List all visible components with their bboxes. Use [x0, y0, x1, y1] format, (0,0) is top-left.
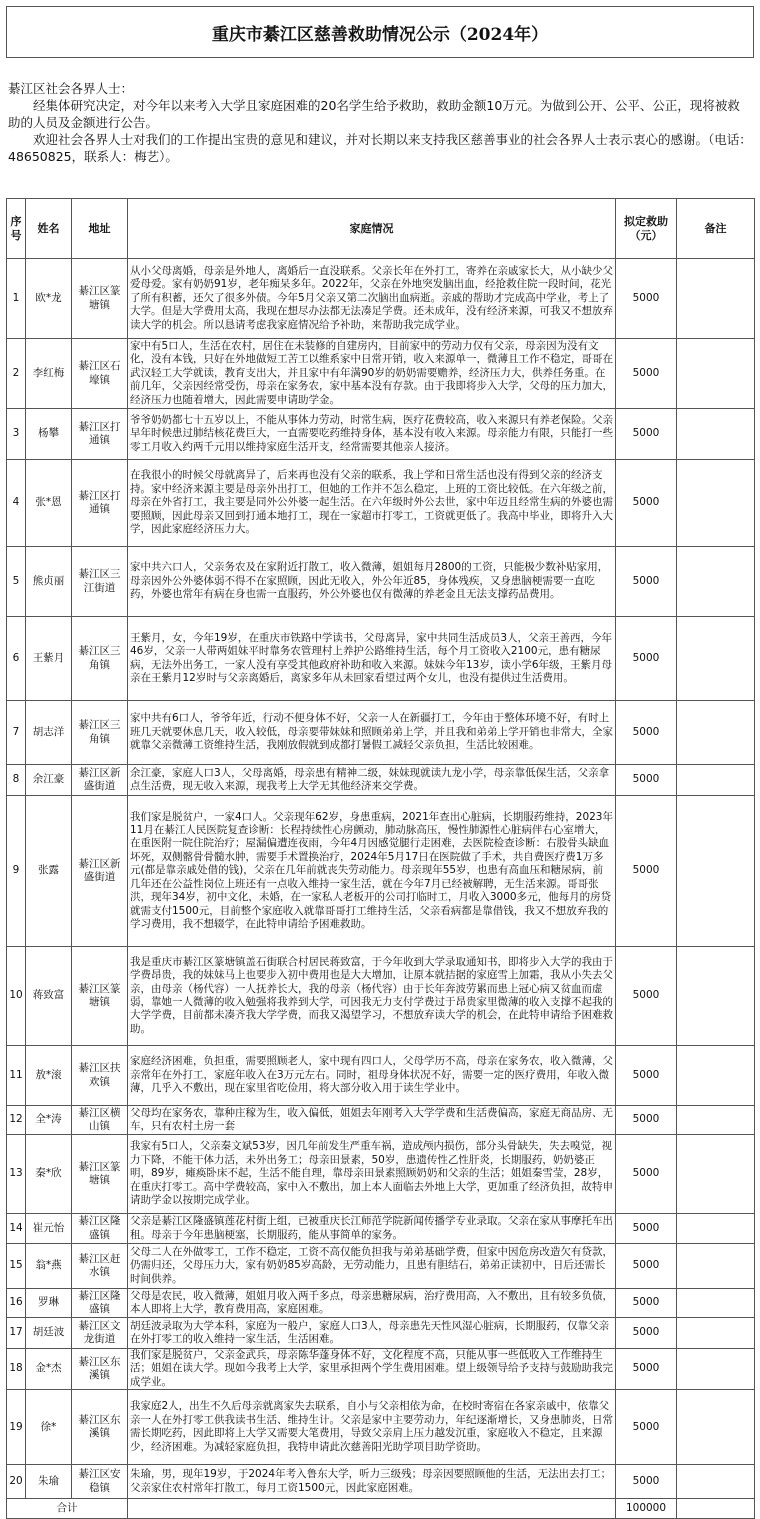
row-family-situation: 家中有5口人，生活在农村，居住在未装修的自建房内，目前家中的劳动力仅有父亲，母亲因为没有文化，没有本钱，只好在外地做短工苦工以维系家中日常开销，收入来源单一，微薄且工作不稳定，哥哥在武汉轻工大学就读，教育支出大，并且家中有年满90岁的奶奶需要赡养，经济压力大，供养任务重。在前几年，父亲因经常受伤，母亲在家务农，家中基本没有存款。由于我即将步入大学，父母的压力加大，经济压力也随着增大，因此需要申请助学金。: [128, 339, 616, 409]
row-note: [677, 1349, 755, 1390]
row-address: 綦江区新盛街道: [72, 796, 128, 947]
header-note: 备注: [677, 199, 755, 259]
row-amount: 5000: [616, 1135, 677, 1214]
row-address: 綦江区打通镇: [72, 460, 128, 547]
row-address: 綦江区隆盛镇: [72, 1289, 128, 1318]
row-amount: 5000: [616, 1349, 677, 1390]
table-row: [7, 617, 755, 701]
header-address: 地址: [72, 199, 128, 259]
row-name: 王紫月: [26, 617, 72, 701]
row-name: 李红梅: [26, 339, 72, 409]
row-family-situation: 在我很小的时候父母就离异了，后来再也没有父亲的联系，我上学和日常生活也没有得到父亲的经济支持。家中经济来源主要是母亲外出打工，但她的工作并不怎么稳定，上班的工资比较低。在六年级之前，母亲在外省打工，我主要是同外公外婆一起生活。在六年级时外公去世，家中年迈且经常生病的外婆也需要照顾，因此母亲又回到打通本地打工，现在一家超市打零工，工资就更低了。我高中毕业，即将升入大学，因此家庭经济压力大。: [128, 460, 616, 547]
row-note: [677, 1244, 755, 1289]
table-row: [7, 547, 755, 617]
table-header-row: [7, 199, 755, 259]
row-address: 綦江区东溪镇: [72, 1349, 128, 1390]
row-amount: 5000: [616, 259, 677, 339]
table-row: [7, 1106, 755, 1135]
table-row: [7, 1390, 755, 1465]
row-amount: 5000: [616, 1318, 677, 1349]
row-name: 余江豪: [26, 765, 72, 796]
row-address: 綦江区扶欢镇: [72, 1046, 128, 1106]
header-amount: 拟定救助（元）: [616, 199, 677, 259]
row-number: 1: [7, 259, 26, 339]
relief-table: [6, 198, 755, 1519]
row-amount: 5000: [616, 1289, 677, 1318]
row-name: 张露: [26, 796, 72, 947]
row-name: 熊贞丽: [26, 547, 72, 617]
row-amount: 5000: [616, 1465, 677, 1499]
row-family-situation: 我们家是脱贫户，一家4口人。父亲现年62岁，身患重病，2021年查出心脏病，长期服药维持，2023年11月在綦江人民医院复查诊断：长程持续性心房颤动，肺动脉高压，慢性肺源性心脏病伴右心室增大，在重医附一院住院治疗；屋漏偏遭连夜雨，今年4月因感觉腿行走困难，去医院检查诊断：右股骨头缺血坏死，双侧髂骨骨髓水肿，需要手术置换治疗，2024年5月17日在医院做了手术，共自费医疗费1万多元(都是靠亲戚处借的钱)，父亲在几年前就丧失劳动能力。母亲现年55岁，也患有高血压和糖尿病，前几年还在公益性岗位上班还有一点收入维持一家生活，就在今年7月已经被解聘，无生活来源。哥哥张洪，现年34岁，初中文化，未婚，在一家私人老板开的公司打临时工，月收入3000多元，他每月的房贷就需支付1500元，目前整个家庭收入就靠哥哥打工维持生活，父亲看病都是靠借钱，我又不想放弃我的学习费用，我不想辍学，在此特申请给予困难救助。: [128, 796, 616, 947]
row-family-situation: 父母二人在外做零工，工作不稳定，工资不高仅能负担我与弟弟基础学费，但家中因危房改造欠有贷款，仍需归还，父母压力大，家有奶奶85岁高龄，无劳动能力，且患有胆结石，弟弟正读初中，日后还需长时间供养。: [128, 1244, 616, 1289]
table-row: [7, 339, 755, 409]
row-address: 綦江区打通镇: [72, 409, 128, 460]
total-label: 合计: [7, 1499, 128, 1519]
intro-paragraph-1: 经集体研究决定，对今年以来考入大学且家庭困难的20名学生给予救助，救助金额10万元。为做到公开、公平、公正，现将被救助的人员及金额进行公告。: [8, 98, 740, 130]
total-amount: 100000: [616, 1499, 677, 1519]
row-family-situation: 余江豪，家庭人口3人，父母离婚，母亲患有精神二级，妹妹现就读九龙小学，母亲靠低保生活，父亲拿点生活费，现无收入来源，现我考上大学无其他经济来交学费。: [128, 765, 616, 796]
row-family-situation: 胡廷波录取为大学本科，家庭为一般户，家庭人口3人，母亲患先天性风湿心脏病，长期服药，仅靠父亲在外打零工的收入维持一家生活，生活困难。: [128, 1318, 616, 1349]
row-note: [677, 1135, 755, 1214]
total-note: [677, 1499, 755, 1519]
row-name: 罗琳: [26, 1289, 72, 1318]
row-amount: 5000: [616, 1214, 677, 1244]
row-note: [677, 1289, 755, 1318]
row-address: 綦江区新盛街道: [72, 765, 128, 796]
page-title: 重庆市綦江区慈善救助情况公示（2024年）: [6, 6, 754, 58]
row-address: 綦江区文龙街道: [72, 1318, 128, 1349]
row-amount: 5000: [616, 1106, 677, 1135]
table-row: [7, 796, 755, 947]
row-note: [677, 1046, 755, 1106]
row-number: 6: [7, 617, 26, 701]
row-note: [677, 460, 755, 547]
table-row: [7, 1046, 755, 1106]
row-number: 12: [7, 1106, 26, 1135]
table-row: [7, 1244, 755, 1289]
row-family-situation: 父亲是綦江区隆盛镇莲花村街上组，已被重庆长江师范学院新闻传播学专业录取。父亲在家从事摩托车出租。母亲于今年患脑梗塞，长期服药，能从事简单的家务。: [128, 1214, 616, 1244]
row-amount: 5000: [616, 339, 677, 409]
row-number: 16: [7, 1289, 26, 1318]
row-family-situation: 朱瑜，男，现年19岁，于2024年考入鲁东大学，听力三级残；母亲因要照顾他的生活，无法出去打工；父亲家住农村常年打散工，每月工资1500元，因此家庭困难。: [128, 1465, 616, 1499]
row-name: 金*杰: [26, 1349, 72, 1390]
row-note: [677, 1465, 755, 1499]
intro-paragraph-2: 欢迎社会各界人士对我们的工作提出宝贵的意见和建议，并对长期以来支持我区慈善事业的社会各界人士表示衷心的感谢。（电话：48650825，联系人：梅艺）。: [8, 132, 752, 164]
row-address: 綦江区三角镇: [72, 701, 128, 765]
row-family-situation: 家中共六口人，父亲务农及在家附近打散工，收入微薄，姐姐每月2800的工资，只能极少数补贴家用，母亲因外公外婆体弱不得不在家照顾，因此无收入，外公年近85，身体残疾，又身患脑梗需要一直吃药，外婆也常年有病在身也需一直服药，外公外婆也仅有微薄的养老金且无法支撑药品费用。: [128, 547, 616, 617]
row-note: [677, 947, 755, 1046]
total-empty: [128, 1499, 616, 1519]
row-name: 欧*龙: [26, 259, 72, 339]
row-name: 徐*: [26, 1390, 72, 1465]
row-number: 2: [7, 339, 26, 409]
row-family-situation: 我是重庆市綦江区篆塘镇盖石街联合村居民蒋致富，于今年收到大学录取通知书，即将步入大学的我由于学费昂贵，我的妹妹马上也要步入初中费用也是大大增加，让原本就拮据的家庭雪上加霜，我从小失去父亲，由母亲（杨代容）一人抚养长大，我的母亲（杨代容）由于长年奔波劳累而患上冠心病又贫血而虚弱，靠她一人微薄的收入勉强将我养到大学，可因我无力支付学费过于昂贵家里微薄的收入支撑不起我的大学学费，目前都未凑齐我大学学费，而我又渴望学习，不想放弃读大学的机会，在此特申请给予困难救助。: [128, 947, 616, 1046]
row-note: [677, 701, 755, 765]
row-amount: 5000: [616, 1046, 677, 1106]
row-note: [677, 339, 755, 409]
row-address: 綦江区横山镇: [72, 1106, 128, 1135]
row-name: 秦*欣: [26, 1135, 72, 1214]
row-name: 敖*滚: [26, 1046, 72, 1106]
row-number: 10: [7, 947, 26, 1046]
total-row: [7, 1499, 755, 1519]
table-row: [7, 765, 755, 796]
row-family-situation: 家中共有6口人，爷爷年近，行动不便身体不好，父亲一人在新疆打工，今年由于整体环境不好，有时上班几天就要休息几天，收入较低，母亲要带妹妹和照顾弟弟上学，并且我和弟弟上学开销也非常大，全家就靠父亲微薄工资维持生活，我刚放假就到成都打暑假工减轻父亲负担，生活比较困难。: [128, 701, 616, 765]
intro: [8, 80, 752, 165]
row-address: 綦江区东溪镇: [72, 1390, 128, 1465]
row-address: 綦江区篆塘镇: [72, 259, 128, 339]
row-address: 綦江区三江街道: [72, 547, 128, 617]
row-family-situation: 父母是农民，收入微薄，姐姐月收入两千多点，母亲患糖尿病，治疗费用高，入不敷出，且有较多负债，本人即将上大学，教育费用高，家庭困难。: [128, 1289, 616, 1318]
row-amount: 5000: [616, 765, 677, 796]
table-row: [7, 701, 755, 765]
row-amount: 5000: [616, 1390, 677, 1465]
row-amount: 5000: [616, 701, 677, 765]
row-note: [677, 796, 755, 947]
row-family-situation: 王紫月，女，今年19岁，在重庆市铁路中学读书，父母离异，家中共同生活成员3人，父亲王善西，今年46岁，父亲一人带两姐妹平时靠务农管理村上养护公路维持生活，每个月工资收入2100元，患有糖尿病，无法外出务工，一家人没有享受其他政府补助和收入来源。妹妹今年13岁，读小学6年级，王紫月母亲在王紫月12岁时与父亲离婚后，离家多年从未回家看望过两个女儿，也没有提供过生活费用。: [128, 617, 616, 701]
row-amount: 5000: [616, 617, 677, 701]
table-row: [7, 947, 755, 1046]
row-address: 綦江区安稳镇: [72, 1465, 128, 1499]
row-address: 綦江区篆塘镇: [72, 1135, 128, 1214]
row-note: [677, 1106, 755, 1135]
row-number: 8: [7, 765, 26, 796]
row-address: 綦江区篆塘镇: [72, 947, 128, 1046]
row-number: 5: [7, 547, 26, 617]
row-name: 翁*燕: [26, 1244, 72, 1289]
row-name: 杨攀: [26, 409, 72, 460]
row-address: 綦江区石壕镇: [72, 339, 128, 409]
row-number: 18: [7, 1349, 26, 1390]
row-family-situation: 我家有5口人，父亲秦文斌53岁，因几年前发生严重车祸，造成颅内损伤，部分头骨缺失，失去嗅觉，视力下降，不能干体力活，未外出务工；母亲田景素，50岁，患遗传性乙性肝炎，长期服药，奶奶婆正明，89岁，瘫痪卧床不起，生活不能自理，靠母亲田景素照顾奶奶和父亲的生活；姐姐秦雪莹，28岁，在重庆打零工。高中学费较高，家中入不敷出，加上本人面临去外地上大学，更加重了经济负担，故特申请助学金以按期完成学业。: [128, 1135, 616, 1214]
row-name: 胡志洋: [26, 701, 72, 765]
row-amount: 5000: [616, 796, 677, 947]
row-address: 綦江区三角镇: [72, 617, 128, 701]
row-family-situation: 爷爷奶奶都七十五岁以上，不能从事体力劳动，时常生病，医疗花费较高，收入来源只有养老保险。父亲早年时候患过肺结核花费巨大，一直需要吃药维持身体，基本没有收入来源。母亲能力有限，只能打一些零工月收入约两千元用以维持家庭生活开支，经常需要其他亲人接济。: [128, 409, 616, 460]
row-amount: 5000: [616, 1244, 677, 1289]
row-number: 15: [7, 1244, 26, 1289]
row-family-situation: 父母均在家务农，靠种庄稼为生，收入偏低，姐姐去年刚考入大学学费和生活费偏高，家庭无商品房、无车，只有农村土房一套: [128, 1106, 616, 1135]
row-note: [677, 547, 755, 617]
table-row: [7, 1135, 755, 1214]
row-number: 19: [7, 1390, 26, 1465]
row-name: 崔元怡: [26, 1214, 72, 1244]
row-number: 4: [7, 460, 26, 547]
row-number: 11: [7, 1046, 26, 1106]
row-number: 20: [7, 1465, 26, 1499]
row-number: 17: [7, 1318, 26, 1349]
row-name: 蒋致富: [26, 947, 72, 1046]
row-note: [677, 765, 755, 796]
table-row: [7, 1318, 755, 1349]
row-number: 14: [7, 1214, 26, 1244]
row-number: 9: [7, 796, 26, 947]
row-name: 胡廷波: [26, 1318, 72, 1349]
row-family-situation: 家庭经济困难，负担重，需要照顾老人，家中现有四口人，父母学历不高，母亲在家务农，收入微薄，父亲常年在外打工，家庭年收入在3万元左右。同时，祖母身体状况不好，需要一定的医疗费用，年收入微薄，几乎入不敷出，现在家里省吃俭用，将大部分收入用于读生学业中。: [128, 1046, 616, 1106]
row-note: [677, 617, 755, 701]
row-note: [677, 1318, 755, 1349]
row-family-situation: 我们家是脱贫户，父亲金武兵，母亲陈华蓬身体不好，文化程度不高，只能从事一些低收入工作维持生活；姐姐在读大学。现如今我考上大学，家里承担两个学生费用困难。望上级领导给予支持与鼓励助我完成学业。: [128, 1349, 616, 1390]
row-number: 7: [7, 701, 26, 765]
row-address: 綦江区赶水镇: [72, 1244, 128, 1289]
header-no: 序号: [7, 199, 26, 259]
table-row: [7, 1349, 755, 1390]
table-row: [7, 1289, 755, 1318]
row-name: 张*恩: [26, 460, 72, 547]
table-row: [7, 1214, 755, 1244]
row-note: [677, 1390, 755, 1465]
row-amount: 5000: [616, 409, 677, 460]
row-family-situation: 从小父母离婚，母亲是外地人，离婚后一直没联系。父亲长年在外打工，寄养在亲戚家长大，从小缺少父爱母爱。家有奶奶91岁，老年痴呆多年。2022年，父亲在外地突发脑出血，经抢救住院一段时间，花光了所有积蓄，还欠了很多外债。今年5月父亲又第二次脑出血病逝。亲戚的帮助才完成高中学业，考上了大学。但是大学费用太高，我现在想尽办法都无法凑足学费。还未成年，没有经济来源，可我又不想放弃读大学的机会。所以恳请考虑我家庭情况给予补助，来帮助我完成学业。: [128, 259, 616, 339]
row-note: [677, 409, 755, 460]
row-amount: 5000: [616, 947, 677, 1046]
table-row: [7, 460, 755, 547]
row-note: [677, 259, 755, 339]
header-family: 家庭情况: [128, 199, 616, 259]
row-amount: 5000: [616, 460, 677, 547]
row-number: 13: [7, 1135, 26, 1214]
row-amount: 5000: [616, 547, 677, 617]
row-name: 朱瑜: [26, 1465, 72, 1499]
table-row: [7, 409, 755, 460]
intro-greeting: 綦江区社会各界人士：: [8, 81, 134, 96]
table-row: [7, 1465, 755, 1499]
header-name: 姓名: [26, 199, 72, 259]
table-row: [7, 259, 755, 339]
row-number: 3: [7, 409, 26, 460]
row-address: 綦江区隆盛镇: [72, 1214, 128, 1244]
row-note: [677, 1214, 755, 1244]
row-family-situation: 我家庭2人，出生不久后母亲就离家失去联系，自小与父亲相依为命，在校时寄宿在各家亲戚中，依靠父亲一人在外打零工供我读书生活、维持生计。父亲是家中主要劳动力，年纪逐渐增长，又身患肺炎，日常需长期吃药，因此即将上大学又需要大笔费用，导致父亲肩上压力越发沉重，家庭收入不稳定，且来源少，经济困难。为减轻家庭负担，我特申请此次慈善阳光助学项目助学资助。: [128, 1390, 616, 1465]
row-name: 全*涛: [26, 1106, 72, 1135]
